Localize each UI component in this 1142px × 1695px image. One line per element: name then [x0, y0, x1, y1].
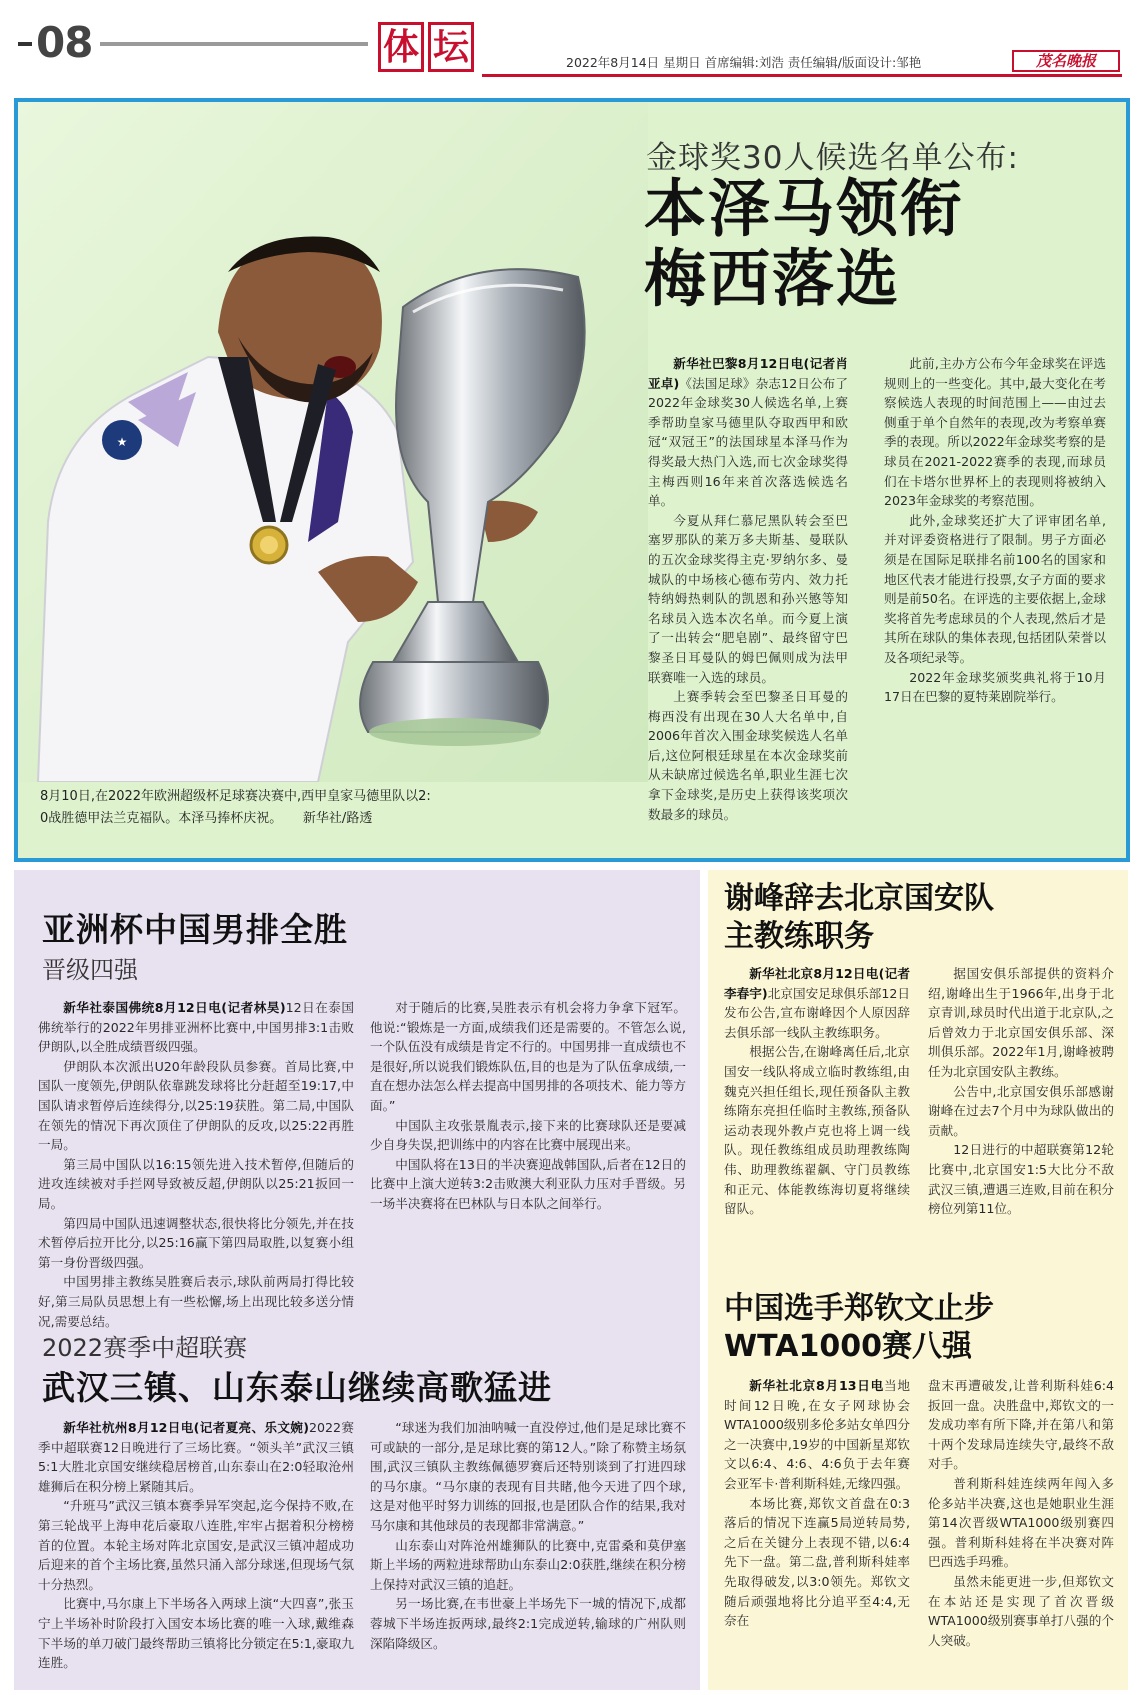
article-paragraph: 中国队主攻张景胤表示,接下来的比赛球队还是要减少自身失误,把训练中的内容在比赛中展现出来。: [370, 1117, 686, 1153]
medal-icon: [251, 527, 287, 563]
page-number: 08: [36, 18, 93, 67]
header-rule-red: [482, 74, 1122, 77]
xie-headline: [724, 880, 994, 956]
article-paragraph: 据国安俱乐部提供的资料介绍,谢峰出生于1966年,出身于北京青训,球员时代出道于北京队,之后曾效力于北京国安俱乐部、深圳俱乐部。2022年1月,谢峰被聘任为北京国安队主教练。: [928, 966, 1114, 1079]
article-paragraph: 另一场比赛,在韦世豪上半场先下一城的情况下,成都蓉城下半场连扳两球,最终2:1完成逆转,输球的广州队则深陷降级区。: [370, 1596, 686, 1651]
article-paragraph: 根据公告,在谢峰离任后,北京国安一线队将成立临时教练组,由魏克兴担任组长,现任预备队主教练隋东亮担任临时主教练,预备队运动表现外教卢克也将上调一线队。现任教练组成员助理教练陶伟、助理教练翟飙、守门员教练和正元、体能教练海切夏将继续留队。: [724, 1044, 910, 1217]
caption-line-1: 8月10日,在2022年欧洲超级杯足球赛决赛中,西甲皇家马德里队以2:: [40, 789, 431, 804]
csl-kicker: 2022赛季中超联赛: [42, 1334, 248, 1362]
header-rule-gray: [100, 42, 368, 46]
dateline: 新华社巴黎8月12日电(记者肖亚卓): [648, 356, 848, 391]
feature-kicker: 金球奖30人候选名单公布:: [646, 140, 1019, 176]
feature-ballon-dor: [14, 98, 1130, 862]
feature-headline: [644, 174, 964, 314]
page-header: [0, 0, 1142, 92]
right-column-block: [708, 870, 1128, 1690]
zheng-column-1: [724, 1376, 910, 1631]
svg-text:★: ★: [116, 435, 128, 449]
xie-column-1: [724, 964, 910, 1219]
article-paragraph: 盘末再遭破发,让普利斯科娃6:4扳回一盘。决胜盘中,郑钦文的一发成功率有所下降,并在第八和第十两个发球局连续失守,最终不敌对手。: [928, 1378, 1114, 1472]
article-paragraph: [724, 964, 910, 1042]
csl-column-1: [38, 1418, 354, 1673]
newspaper-logo: 茂名晚报: [1012, 50, 1120, 72]
csl-headline: 武汉三镇、山东泰山继续高歌猛进: [42, 1368, 552, 1407]
xie-column-2: [928, 964, 1114, 1219]
news-photo: [18, 102, 648, 782]
article-paragraph: 12日进行的中超联赛第12轮比赛中,北京国安1:5大比分不敌武汉三镇,遭遇三连败,目前在积分榜位列第11位。: [928, 1142, 1114, 1217]
section-label-char-1: 体: [378, 22, 424, 72]
feature-paragraph: 今夏从拜仁慕尼黑队转会至巴塞罗那队的莱万多夫斯基、曼联队的五次金球奖得主克·罗纳尔多、曼城队的中场核心德布劳内、效力托特纳姆热刺队的凯恩和孙兴慜等知名球员入选本次名单。而今夏上演了一出转会“肥皂剧”、最终留守巴黎圣日耳曼队的姆巴佩则成为法甲联赛唯一入选的球员。: [648, 512, 848, 685]
section-label-char-2: 坛: [428, 22, 474, 72]
feature-paragraph: 此外,金球奖还扩大了评审团名单,并对评委资格进行了限制。男子方面必须是在国际足联排名前100名的国家和地区代表才能进行投票,女子方面的要求则是前50名。在评选的主要依据上,金球奖将首先考虑球员的个人表现,然后才是其所在球队的集体表现,包括团队荣誉以及各项纪录等。: [884, 512, 1106, 665]
headline-line-2: 梅西落选: [644, 242, 901, 315]
headline-line-1: 本泽马领衔: [644, 172, 965, 245]
article-paragraph: [38, 998, 354, 1057]
article-paragraph: 中国队将在13日的半决赛迎战韩国队,后者在12日的比赛中上演大逆转3:2击败澳大利亚队力压对手晋级。另一场半决赛将在巴林队与日本队之间举行。: [370, 1156, 686, 1211]
photo-caption: [40, 786, 600, 830]
caption-line-2: 0战胜德甲法兰克福队。本泽马捧杯庆祝。 新华社/路透: [40, 811, 373, 826]
csl-column-2: [370, 1418, 686, 1653]
feature-paragraph: 上赛季转会至巴黎圣日耳曼的梅西没有出现在30人大名单中,自2006年首次入围金球奖候选人名单后,这位阿根廷球星在本次金球奖前从未缺席过候选名单,职业生涯七次拿下金球奖,是历史上获得该奖项次数最多的球员。: [648, 689, 848, 822]
paragraph-text: 当地时间12日晚,在女子网球协会WTA1000级别多伦多站女单四分之一决赛中,19岁的中国新星郑钦文以6:4、4:6、4:6负于去年赛会亚军卡·普利斯科娃,无缘四强。: [724, 1378, 910, 1491]
date-editor-line: 2022年8月14日 星期日 首席编辑:刘浩 责任编辑/版面设计:邹艳: [566, 55, 922, 70]
article-paragraph: 对于随后的比赛,吴胜表示有机会将力争拿下冠军。他说:“锻炼是一方面,成绩我们还是需要的。不管怎么说,一个队伍没有成绩是肯定不行的。中国男排一直成绩也不是很好,所以说我们锻炼队伍,目的也是为了队伍拿成绩,一直在想办法怎么样去提高中国男排的各项技术、能力等方面。”: [370, 1000, 686, 1113]
xie-headline-line-2: 主教练职务: [724, 919, 874, 954]
dateline: 新华社泰国佛统8月12日电(记者林昊): [63, 1000, 286, 1015]
zheng-headline-line-2: WTA1000赛八强: [724, 1329, 972, 1364]
xie-headline-line-1: 谢峰辞去北京国安队: [724, 881, 994, 916]
article-paragraph: 虽然未能更进一步,但郑钦文在本站还是实现了首次晋级WTA1000级别赛事单打八强的个人突破。: [928, 1573, 1114, 1648]
zheng-column-2: [928, 1376, 1114, 1650]
volleyball-column-2: [370, 998, 686, 1214]
volleyball-headline: 亚洲杯中国男排全胜: [42, 910, 348, 949]
article-paragraph: “球迷为我们加油呐喊一直没停过,他们是足球比赛不可或缺的一部分,是足球比赛的第12人。”除了称赞主场氛围,武汉三镇队主教练佩德罗赛后还特别谈到了打进四球的马尔康。“马尔康的表现有目共睹,他今天进了四个球,这是对他平时努力训练的回报,也是团队合作的结果,我对马尔康和其他球员的表现都非常满意。”: [370, 1420, 686, 1533]
header-dash: [18, 42, 32, 46]
article-paragraph: [38, 1418, 354, 1496]
article-paragraph: 中国男排主教练吴胜赛后表示,球队前两局打得比较好,第三局队员思想上有一些松懈,场上出现比较多送分情况,需要总结。: [38, 1274, 354, 1329]
article-paragraph: [724, 1376, 910, 1494]
dateline: 新华社北京8月13日电: [749, 1378, 885, 1393]
volleyball-column-1: [38, 998, 354, 1331]
feature-paragraph: [648, 354, 848, 511]
article-paragraph: “升班马”武汉三镇本赛季异军突起,迄今保持不败,在第三轮战平上海申花后豪取八连胜,牢牢占据着积分榜榜首的位置。本轮主场对阵北京国安,是武汉三镇冲超成功后迎来的首个主场比赛,虽然只涌入部分球迷,但现场气氛十分热烈。: [38, 1498, 354, 1592]
article-paragraph: 普利斯科娃连续两年闯入多伦多站半决赛,这也是她职业生涯第14次晋级WTA1000级别赛四强。普利斯科娃将在半决赛对阵巴西选手玛雅。: [928, 1475, 1114, 1570]
article-paragraph: 比赛中,马尔康上下半场各入两球上演“大四喜”,张玉宁上半场补时阶段打入国安本场比赛的唯一入球,戴维森下半场的单刀破门最终帮助三镇将比分锁定在5:1,豪取九连胜。: [38, 1596, 354, 1671]
feature-paragraph: 此前,主办方公布今年金球奖在评选规则上的一些变化。其中,最大变化在考察候选人表现的时间范围上——由过去侧重于单个自然年的表现,改为考察单赛季的表现。所以2022年金球奖考察的是球员在2021-2022赛季的表现,而球员们在卡塔尔世界杯上的表现则将被纳入2023年金球奖的考察范围。: [884, 356, 1106, 509]
dateline: 新华社杭州8月12日电(记者夏亮、乐文婉): [63, 1420, 309, 1435]
article-paragraph: 山东泰山对阵沧州雄狮队的比赛中,克雷桑和莫伊塞斯上半场的两粒进球帮助山东泰山2:0获胜,继续在积分榜上保持对武汉三镇的追赶。: [370, 1537, 686, 1592]
paragraph-text: 《法国足球》杂志12日公布了2022年金球奖30人候选名单,上赛季帮助皇家马德里队夺取西甲和欧冠“双冠王”的法国球星本泽马作为得奖最大热门入选,而七次金球奖得主梅西则16年来首次落选候选名单。: [648, 375, 848, 509]
dateline: 新华社北京8月12日电(记者李春宇): [724, 966, 910, 1001]
article-paragraph: 第四局中国队迅速调整状态,很快将比分领先,并在技术暂停后拉开比分,以25:16赢下第四局取胜,以复赛小组第一身份晋级四强。: [38, 1215, 354, 1270]
volleyball-subheadline: 晋级四强: [42, 956, 138, 984]
feature-column-1: [648, 354, 848, 824]
zheng-headline-line-1: 中国选手郑钦文止步: [724, 1291, 994, 1326]
feature-paragraph: 2022年金球奖颁奖典礼将于10月17日在巴黎的夏特莱剧院举行。: [884, 669, 1106, 705]
article-paragraph: 本场比赛,郑钦文首盘在0:3落后的情况下连赢5局逆转局势,之后在关键分上表现不错,以6:4先下一盘。第二盘,普利斯科娃率先取得破发,以3:0领先。郑钦文随后顽强地将比分追平至4:4,无奈在: [724, 1495, 910, 1629]
paragraph-text: 12日在泰国佛统举行的2022年男排亚洲杯比赛中,中国男排3:1击败伊朗队,以全胜成绩晋级四强。: [38, 1000, 354, 1055]
article-paragraph: 第三局中国队以16:15领先进入技术暂停,但随后的进攻连续被对手拦网导致被反超,伊朗队以25:21扳回一局。: [38, 1156, 354, 1211]
feature-column-2: [884, 354, 1106, 707]
article-paragraph: 伊朗队本次派出U20年龄段队员参赛。首局比赛,中国队一度领先,伊朗队依靠跳发球将比分赶超至19:17,中国队请求暂停后连续得分,以25:19获胜。第二局,中国队在领先的情况下再次顶住了伊朗队的反攻,以25:22再胜一局。: [38, 1058, 354, 1153]
paragraph-text: 北京国安足球俱乐部12日发布公告,宣布谢峰因个人原因辞去俱乐部一线队主教练职务。: [724, 985, 910, 1040]
zheng-headline: [724, 1290, 994, 1366]
left-column-block: [14, 870, 700, 1690]
article-paragraph: 公告中,北京国安俱乐部感谢谢峰在过去7个月中为球队做出的贡献。: [928, 1083, 1114, 1138]
paragraph-text: 2022赛季中超联赛12日晚进行了三场比赛。“领头羊”武汉三镇5:1大胜北京国安继续稳居榜首,山东泰山在2:0轻取沧州雄狮后在积分榜上紧随其后。: [38, 1420, 354, 1494]
